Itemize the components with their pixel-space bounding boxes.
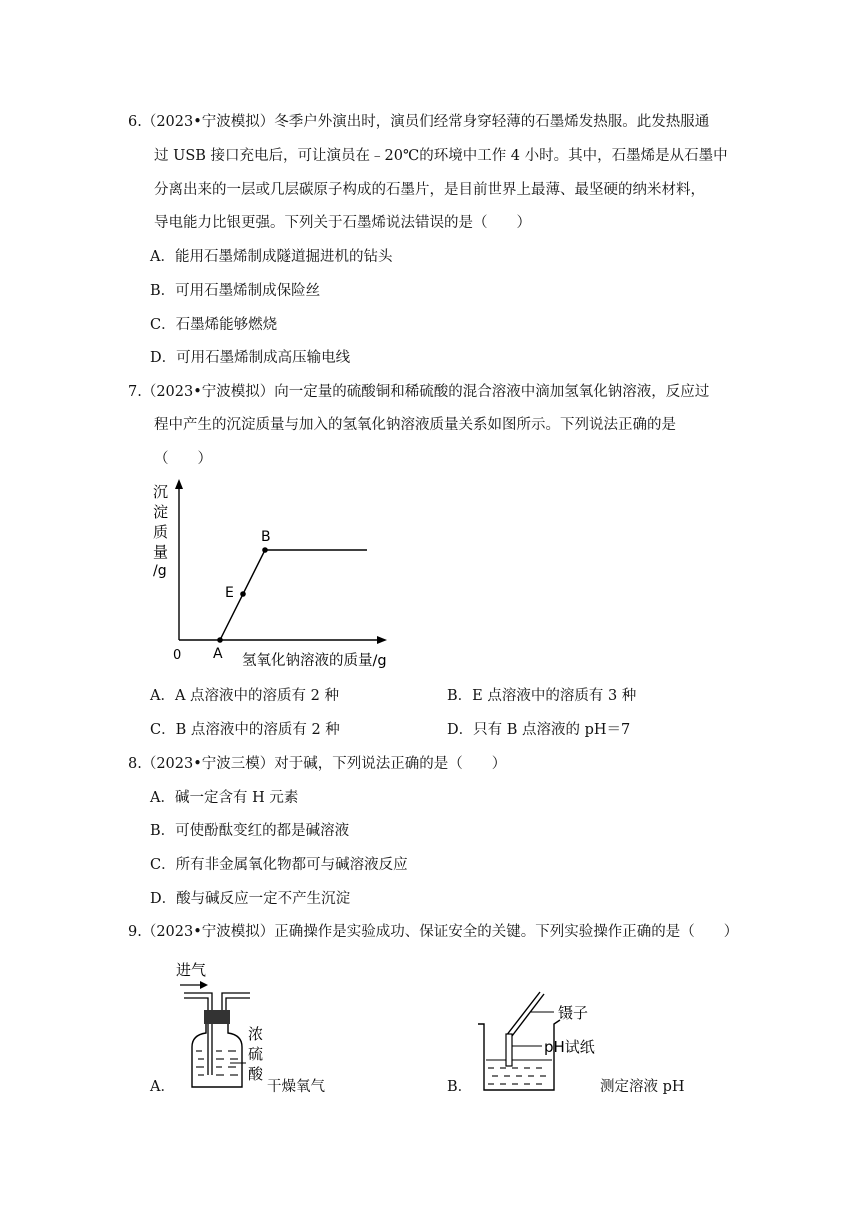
reagent-char-1: 浓 [248, 1025, 264, 1043]
point-e-label: E [225, 585, 234, 601]
solution-liquid [486, 1060, 552, 1084]
ph-paper-label: pH试纸 [544, 1038, 595, 1056]
point-b-dot [262, 547, 268, 553]
gas-drying-bottle-figure [170, 955, 340, 1095]
x-axis-label: 氢氧化钠溶液的质量/g [242, 653, 387, 669]
inlet-arrow-head [200, 981, 208, 989]
reagent-char-2: 硫 [248, 1045, 264, 1063]
y-label-char-3: 质 [153, 523, 169, 541]
q9-option-b-letter: B． [447, 1079, 473, 1095]
q7-option-a: A．A 点溶液中的溶质有 2 种 [150, 688, 339, 704]
q6-line-3: 分离出来的一层或几层碳原子构成的石墨片，是目前世界上最薄、最坚硬的纳米材料， [154, 182, 705, 198]
reagent-char-3: 酸 [248, 1065, 264, 1083]
q6-option-c: C．石墨烯能够燃烧 [150, 317, 278, 333]
y-label-char-2: 淀 [153, 503, 169, 521]
q9-line-1: 9.（2023•宁波模拟）正确操作是实验成功、保证安全的关键。下列实验操作正确的是（ ） [128, 924, 739, 940]
q9-option-a-caption: 干燥氧气 [267, 1079, 325, 1095]
q8-option-a: A．碱一定含有 H 元素 [150, 790, 299, 806]
q8-option-d: D．酸与碱反应一定不产生沉淀 [150, 891, 351, 907]
precipitate-graph [145, 475, 405, 675]
q9-option-a-letter: A． [150, 1079, 175, 1095]
y-unit: /g [153, 563, 167, 579]
q7-option-c: C．B 点溶液中的溶质有 2 种 [150, 722, 340, 738]
y-label-char-1: 沉 [153, 483, 169, 501]
stopper [204, 1010, 230, 1024]
x-axis-arrow [377, 636, 387, 644]
ph-paper [506, 1034, 512, 1066]
tweezers-arm [512, 994, 544, 1036]
q6-line-2: 过 USB 接口充电后，可让演员在﹣20℃的环境中工作 4 小时。其中，石墨烯是从石墨中 [154, 148, 728, 164]
q8-line-1: 8.（2023•宁波三模）对于碱，下列说法正确的是（ ） [128, 756, 507, 772]
q6-option-a: A．能用石墨烯制成隧道掘进机的钻头 [150, 249, 393, 265]
q7-line-1: 7.（2023•宁波模拟）向一定量的硫酸铜和稀硫酸的混合溶液中滴加氢氧化钠溶液，反应过 [128, 384, 710, 400]
inlet-label: 进气 [176, 961, 207, 979]
tweezers [506, 992, 540, 1036]
q9-option-b-caption: 测定溶液 pH [600, 1079, 685, 1095]
origin-label: 0 [173, 648, 182, 663]
q6-line-1: 6.（2023•宁波模拟）冬季户外演出时，演员们经常身穿轻薄的石墨烯发热服。此发热服通 [128, 114, 710, 130]
q6-option-d: D．可用石墨烯制成高压输电线 [150, 350, 351, 366]
point-a-dot [217, 637, 223, 643]
q8-option-b: B．可使酚酞变红的都是碱溶液 [150, 823, 350, 839]
bottle [192, 1024, 242, 1087]
q6-option-b: B．可用石墨烯制成保险丝 [150, 283, 321, 299]
q7-line-2: 程中产生的沉淀质量与加入的氢氧化钠溶液质量关系如图所示。下列说法正确的是 [154, 417, 676, 433]
q7-line-3: （ ） [154, 451, 212, 467]
q6-line-4: 导电能力比银更强。下列关于石墨烯说法错误的是（ ） [154, 215, 531, 231]
y-label-char-4: 量 [153, 543, 169, 561]
point-b-label: B [261, 529, 271, 545]
y-axis-arrow [175, 479, 183, 489]
q7-option-d: D．只有 B 点溶液的 pH＝7 [447, 722, 631, 738]
point-a-label: A [213, 646, 223, 662]
tweezers-label: 镊子 [558, 1004, 589, 1022]
point-e-dot [240, 591, 246, 597]
ph-test-figure [470, 988, 620, 1098]
q7-option-b: B．E 点溶液中的溶质有 3 种 [447, 688, 637, 704]
q8-option-c: C．所有非金属氧化物都可与碱溶液反应 [150, 857, 408, 873]
